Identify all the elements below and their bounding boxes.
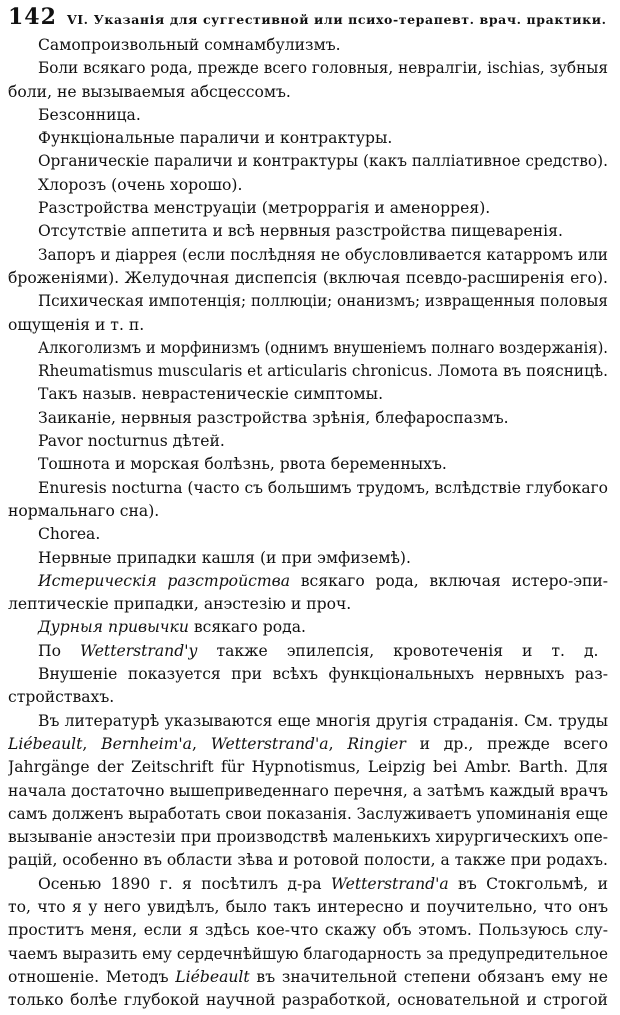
text-line-l2: Боли всякаго рода, прежде всего головныя, невралгіи, ischias, зубныя [38, 59, 608, 78]
text-line-l14: Алкоголизмъ и морфинизмъ (однимъ внушеніемъ полнаго воздержанія). [38, 338, 608, 357]
text-line-l27: По Wetterstrand'у также эпилепсія, кровотеченія и т. д. [38, 641, 599, 660]
text-line-l1: Самопроизвольный сомнамбулизмъ. [38, 36, 341, 54]
text-line-l6: Органическіе параличи и контрактуры (какъ палліативное средство). [38, 152, 608, 171]
text-line-l3: боли, не вызываемыя абсцессомъ. [8, 82, 291, 101]
text-line-l13: ощущенія и т. п. [8, 315, 145, 334]
text-line-l4: Безсонница. [38, 105, 141, 124]
text-line-l5: Функціональные параличи и контрактуры. [38, 129, 393, 148]
text-line-l33: начала достаточно вышеприведеннаго перечня, а затѣмъ каждый врачъ [8, 781, 609, 800]
text-line-l40: чаемъ выразить ему сердечнѣйшую благодарность за предупредительное [8, 944, 609, 963]
text-line-l20: Enuresis nocturna (часто съ большимъ трудомъ, вслѣдствіе глубокаго [38, 478, 609, 497]
text-line-l12: Психическая импотенція; поллюціи; онанизмъ; извращенныя половыя [38, 292, 608, 311]
text-line-l18: Pavor nocturnus дѣтей. [38, 432, 225, 451]
text-line-l30: Въ литературѣ указываются еще многія другія страданія. См. труды [38, 711, 609, 730]
text-line-l16: Такъ назыв. неврастеническіе симптомы. [38, 385, 384, 404]
text-line-l41: отношеніе. Методъ Liébeault въ значительной степени обязанъ ему не [8, 967, 608, 986]
text-line-l38: то, что я у него увидѣлъ, было такъ интересно и поучительно, что онъ [8, 897, 609, 916]
text-line-l17: Заиканіе, нервныя разстройства зрѣнія, блефароспазмъ. [38, 408, 509, 427]
text-line-l7: Хлорозъ (очень хорошо). [38, 175, 243, 194]
text-line-l29: стройствахъ. [8, 688, 115, 707]
text-line-l23: Нервные припадки кашля (и при эмфиземѣ). [38, 548, 411, 567]
page-body [8, 34, 610, 1012]
page-header [8, 4, 610, 34]
text-line-l9: Отсутствіе аппетита и всѣ нервныя разстройства пищеваренія. [38, 222, 563, 241]
text-line-l35: вызываніе анэстезіи при производствѣ маленькихъ хирургическихъ опе- [8, 828, 608, 847]
text-line-l25: лептическіе припадки, анэстезію и проч. [8, 595, 352, 614]
text-line-l15: Rheumatismus muscularis et articularis chronicus. Ломота въ поясницѣ. [38, 362, 608, 381]
running-title: VI. Указанія для суггестивной или психо-терапевт. врач. практики. [66, 12, 607, 27]
text-line-l24: Истерическія разстройства всякаго рода, включая истеро-эпи- [38, 571, 609, 590]
text-line-l42: только болѣе глубокой научной разработкой, основательной и строгой [8, 991, 608, 1010]
text-line-l21: нормальнаго сна). [8, 501, 160, 520]
text-line-l10: Запоръ и діаррея (если послѣдняя не обусловливается катарромъ или [38, 245, 608, 264]
text-line-l28: Внушеніе показуется при всѣхъ функціональныхъ нервныхъ раз- [38, 665, 608, 684]
text-line-l34: самъ долженъ выработать свои показанія. Заслуживаетъ упоминанія еще [8, 804, 609, 823]
text-line-l31: Liébeault, Bernheim'a, Wetterstrand'a, Ringier и др., прежде всего [8, 734, 608, 753]
text-line-l36: рацій, особенно въ области зѣва и ротовой полости, а также при родахъ. [8, 851, 608, 870]
text-line-l37: Осенью 1890 г. я посѣтилъ д-ра Wetterstrand'a въ Стокгольмѣ, и [38, 874, 608, 893]
text-line-l22: Chorea. [38, 525, 101, 544]
text-line-l8: Разстройства менструаціи (метроррагія и аменоррея). [38, 199, 491, 218]
text-line-l11: броженіями). Желудочная диспепсія (включая псевдо-расширенія его). [8, 268, 608, 287]
text-line-l32: Jahrgänge der Zeitschrift für Hypnotismus, Leipzig bei Ambr. Barth. Для [8, 758, 608, 777]
page-number: 142 [8, 4, 57, 30]
text-line-l39: проститъ меня, если я здѣсь кое-что скажу объ этомъ. Пользуюсь слу- [8, 921, 608, 940]
text-line-l26: Дурныя привычки всякаго рода. [38, 618, 306, 637]
text-line-l19: Тошнота и морская болѣзнь, рвота беременныхъ. [38, 455, 447, 474]
